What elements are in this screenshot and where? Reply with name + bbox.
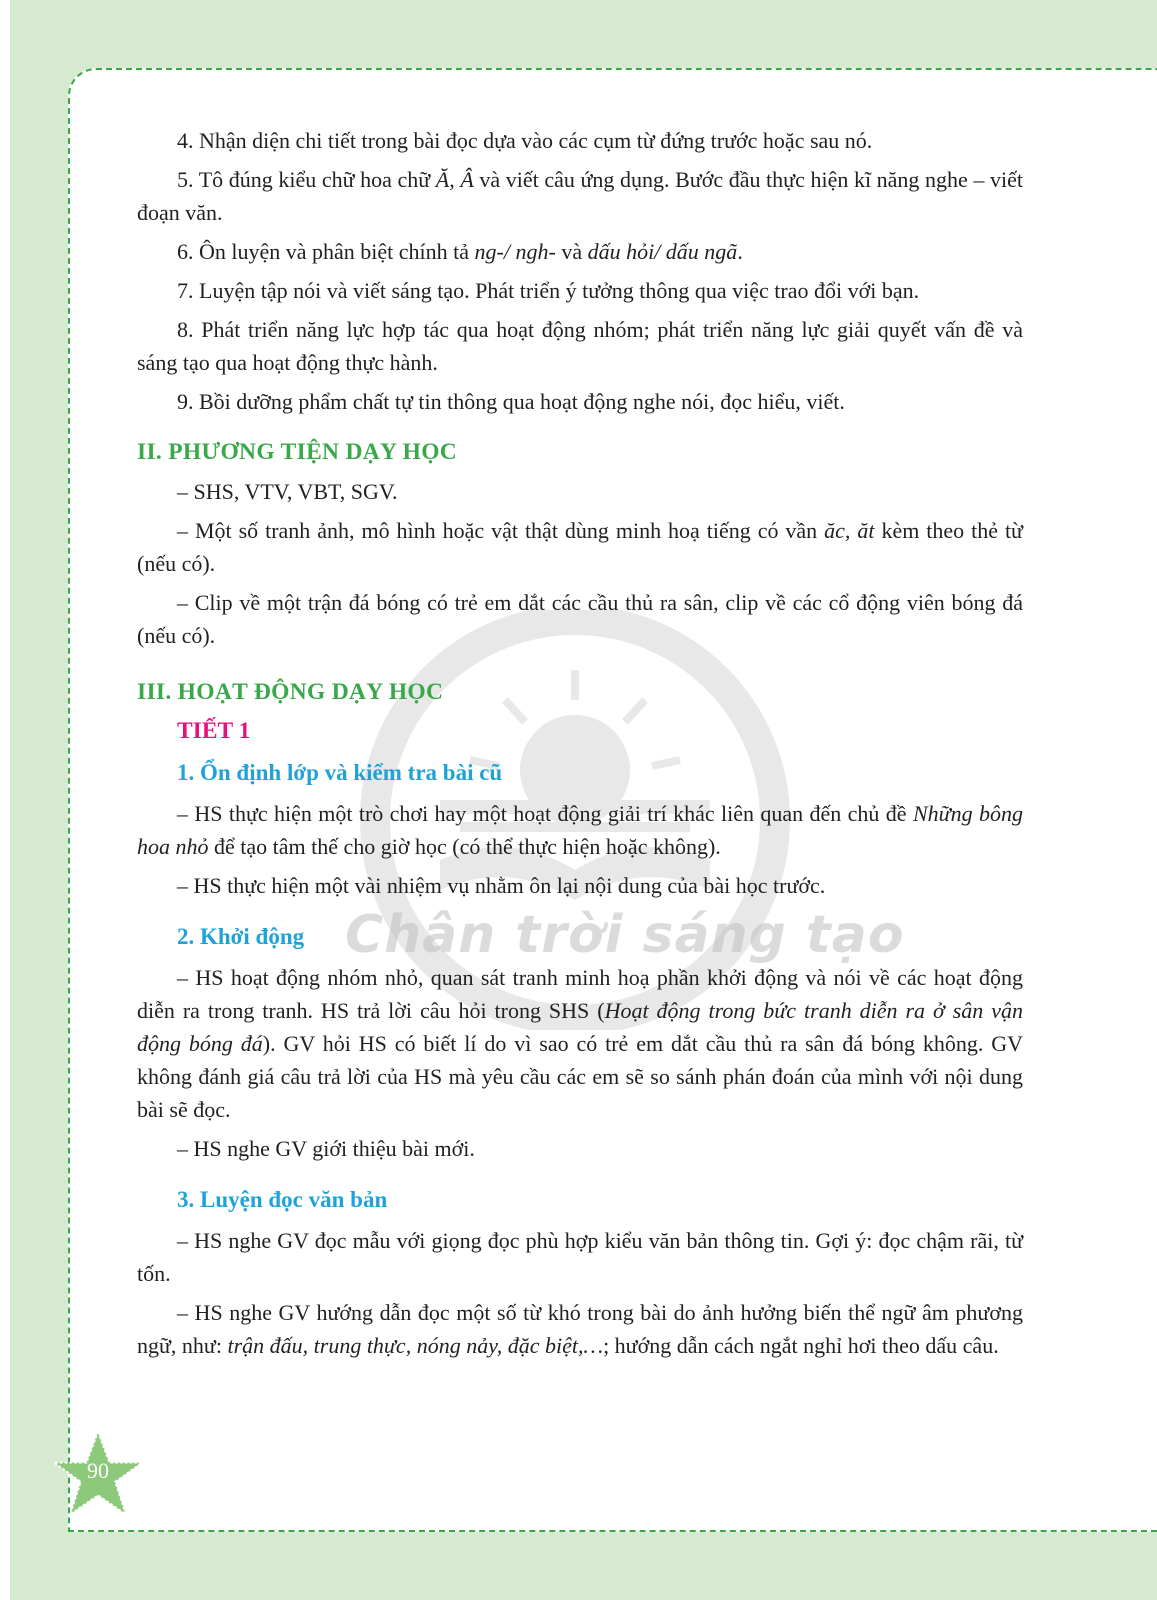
activity-title: 2. Khởi động [177,924,305,949]
activity-item: – HS nghe GV đọc mẫu với giọng đọc phù hợp kiểu văn bản thông tin. Gợi ý: đọc chậm rãi, từ tốn. [137,1228,1023,1286]
activity-title: 1. Ổn định lớp và kiểm tra bài cũ [177,760,503,785]
resource-item: – SHS, VTV, VBT, SGV. [177,479,398,504]
page-number: 90 [87,1458,109,1483]
watermark-text: Chân trời sáng tạo [345,905,905,965]
section-3-parts [137,756,1023,1362]
resource-item: – Một số tranh ảnh, mô hình hoặc vật thật dùng minh hoạ tiếng có vần ăc, ăt kèm theo thẻ từ (nếu có). [137,518,1023,576]
activity-item: – HS nghe GV giới thiệu bài mới. [177,1136,475,1161]
resource-item: – Clip về một trận đá bóng có trẻ em dắt các cầu thủ ra sân, clip về các cổ động viên bóng đá (nếu có). [137,590,1023,648]
objective-item: 8. Phát triển năng lực hợp tác qua hoạt động nhóm; phát triển năng lực giải quyết vấn đề và sáng tạo qua hoạt động thực hành. [137,317,1023,375]
activity-item: – HS hoạt động nhóm nhỏ, quan sát tranh minh hoạ phần khởi động và nói về các hoạt động diễn ra trong tranh. HS trả lời câu hỏi trong SHS (Hoạt động trong bức tranh diễn ra ở sân vận động bóng đá). GV hỏi HS có biết lí do vì sao có trẻ em dắt cầu thủ ra sân đá bóng không. GV không đánh giá câu trả lời của HS mà yêu cầu các em sẽ so sánh phán đoán của mình với nội dung bài sẽ đọc. [137,965,1024,1122]
objective-item: 7. Luyện tập nói và viết sáng tạo. Phát triển ý tưởng thông qua việc trao đổi với bạn. [177,278,920,303]
activity-title: 3. Luyện đọc văn bản [177,1187,388,1212]
tiet-heading: TIẾT 1 [177,718,251,744]
objectives-list [137,124,1023,418]
activity-item: – HS thực hiện một vài nhiệm vụ nhằm ôn lại nội dung của bài học trước. [177,873,826,898]
objective-item: 9. Bồi dưỡng phẩm chất tự tin thông qua hoạt động nghe nói, đọc hiểu, viết. [177,389,845,414]
main-content [137,124,1023,1368]
objective-item: 6. Ôn luyện và phân biệt chính tả ng-/ ngh- và dấu hỏi/ dấu ngã. [177,239,743,264]
left-margin-strip [0,0,10,1600]
section-2-heading: II. PHƯƠNG TIỆN DẠY HỌC [137,439,458,465]
section-2-list [137,475,1023,652]
activity-item: – HS thực hiện một trò chơi hay một hoạt động giải trí khác liên quan đến chủ đề Những bông hoa nhỏ để tạo tâm thế cho giờ học (có thể thực hiện hoặc không). [137,801,1023,859]
section-3-heading: III. HOẠT ĐỘNG DẠY HỌC [137,679,444,705]
activity-item: – HS nghe GV hướng dẫn đọc một số từ khó trong bài do ảnh hưởng biến thể ngữ âm phương ngữ, như: trận đấu, trung thực, nóng nảy, đặc biệt,…; hướng dẫn cách ngắt nghỉ hơi theo dấu câu. [137,1300,1023,1358]
objective-item: 5. Tô đúng kiểu chữ hoa chữ Ă, Â và viết câu ứng dụng. Bước đầu thực hiện kĩ năng nghe – viết đoạn văn. [137,167,1023,225]
objective-item: 4. Nhận diện chi tiết trong bài đọc dựa vào các cụm từ đứng trước hoặc sau nó. [177,128,873,153]
